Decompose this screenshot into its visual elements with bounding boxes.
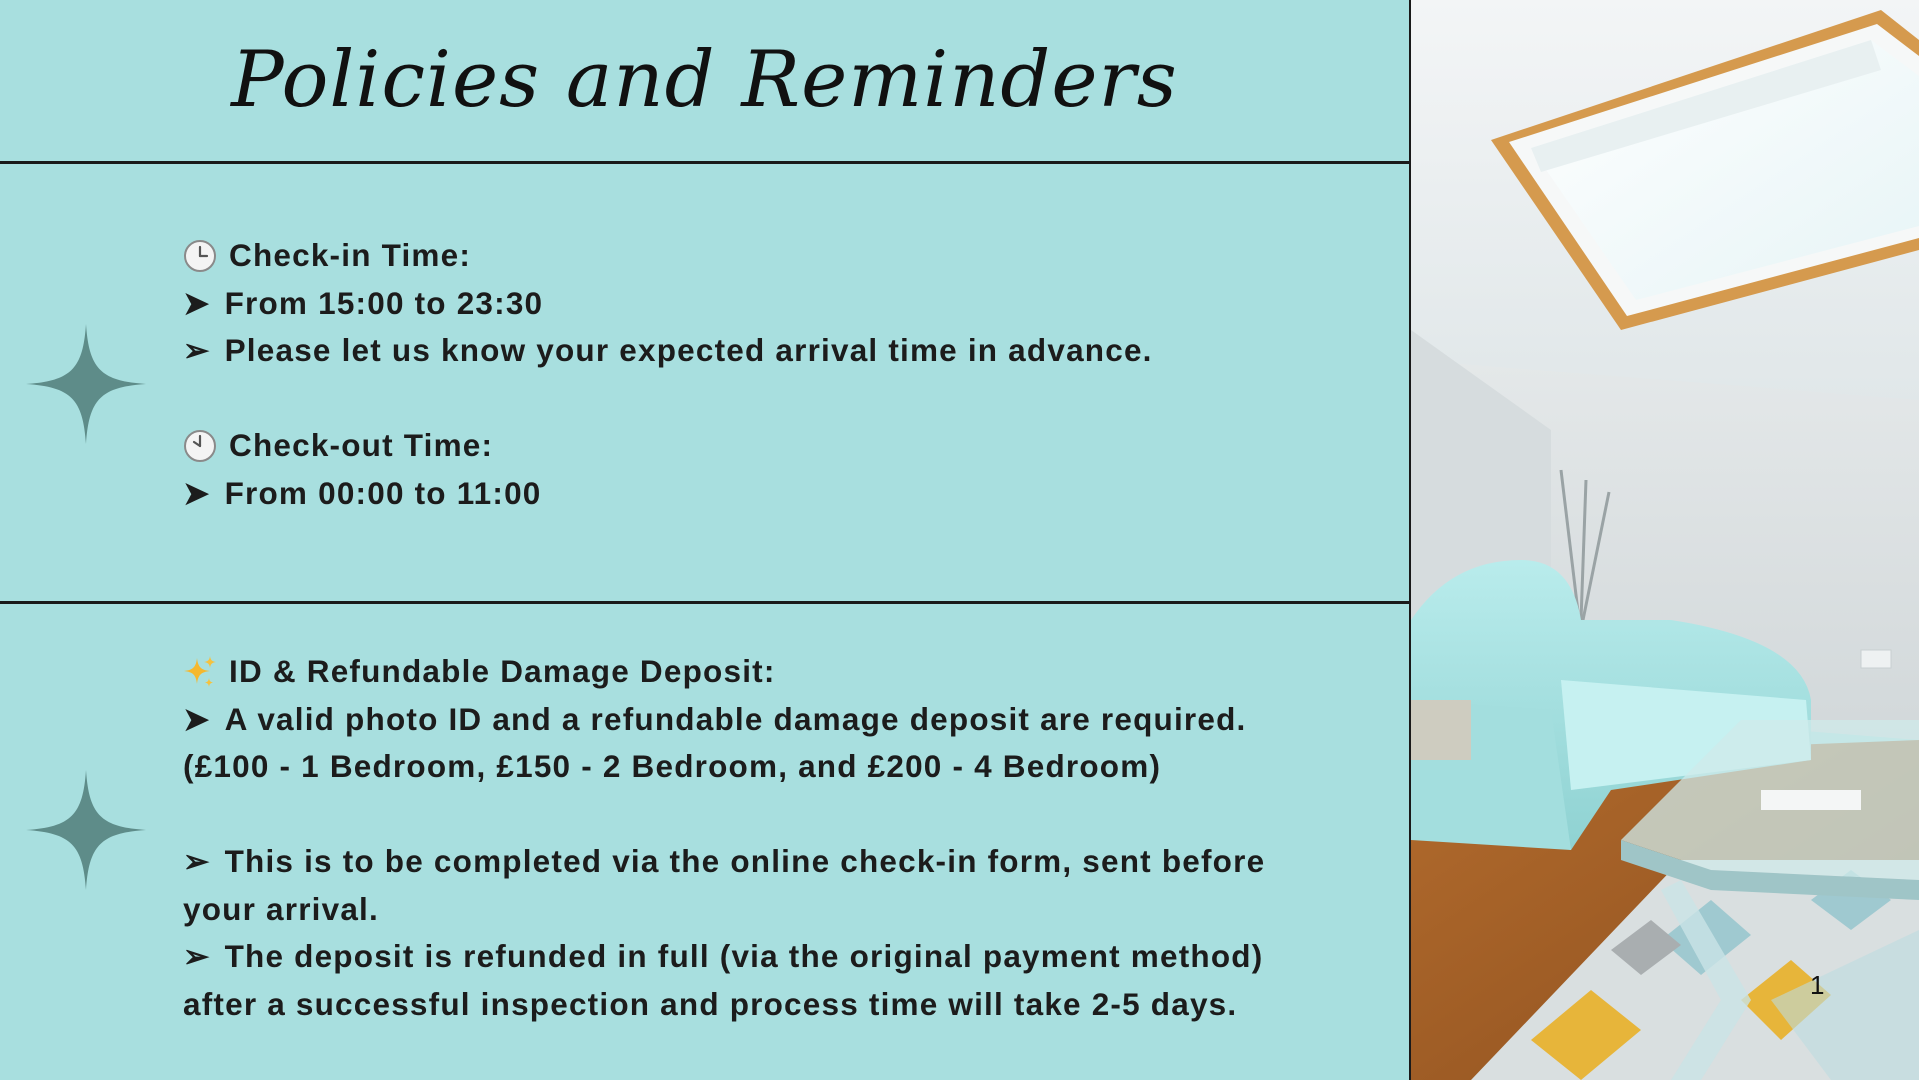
arrow-bullet-icon: ➤ xyxy=(183,284,211,321)
list-item-continued: your arrival. xyxy=(183,890,379,927)
list-item: ➤ A valid photo ID and a refundable damage deposit are required. xyxy=(183,696,1265,744)
list-item: ➢ Please let us know your expected arrival time in advance. xyxy=(183,327,1153,375)
list-item: ➢ This is to be completed via the online check-in form, sent before xyxy=(183,838,1265,886)
divider xyxy=(0,161,1410,164)
check-times-block xyxy=(183,232,1153,517)
list-item: ➤ From 15:00 to 23:30 xyxy=(183,280,1153,328)
clock-icon xyxy=(183,239,217,273)
arrow-bullet-icon: ➢ xyxy=(183,938,211,974)
page-title: Policies and Reminders xyxy=(231,35,1178,125)
sparkle-star-icon xyxy=(26,770,146,890)
deposit-heading-row xyxy=(183,648,1265,696)
checkin-heading: Check-in Time: xyxy=(229,237,472,273)
checkin-heading-row xyxy=(183,232,1153,280)
arrow-bullet-icon: ➢ xyxy=(183,332,211,368)
list-item-continued: after a successful inspection and process time will take 2-5 days. xyxy=(183,985,1238,1022)
arrow-bullet-icon: ➤ xyxy=(183,700,211,737)
list-item-continued: (£100 - 1 Bedroom, £150 - 2 Bedroom, and £200 - 4 Bedroom) xyxy=(183,748,1162,784)
clock-icon xyxy=(183,429,217,463)
sparkle-star-icon xyxy=(26,324,146,444)
checkout-heading-row xyxy=(183,422,1153,470)
deposit-heading: ID & Refundable Damage Deposit: xyxy=(229,653,776,689)
list-item: ➤ From 00:00 to 11:00 xyxy=(183,470,1153,518)
divider xyxy=(0,601,1410,604)
arrow-bullet-icon: ➢ xyxy=(183,843,211,879)
page-number: 1 xyxy=(1810,970,1825,1000)
list-item: ➢ The deposit is refunded in full (via the original payment method) xyxy=(183,933,1265,981)
sparkles-icon xyxy=(183,655,217,689)
arrow-bullet-icon: ➤ xyxy=(183,474,211,511)
deposit-block xyxy=(183,648,1265,1028)
living-room-photo xyxy=(1411,0,1919,1080)
checkout-heading: Check-out Time: xyxy=(229,427,494,463)
